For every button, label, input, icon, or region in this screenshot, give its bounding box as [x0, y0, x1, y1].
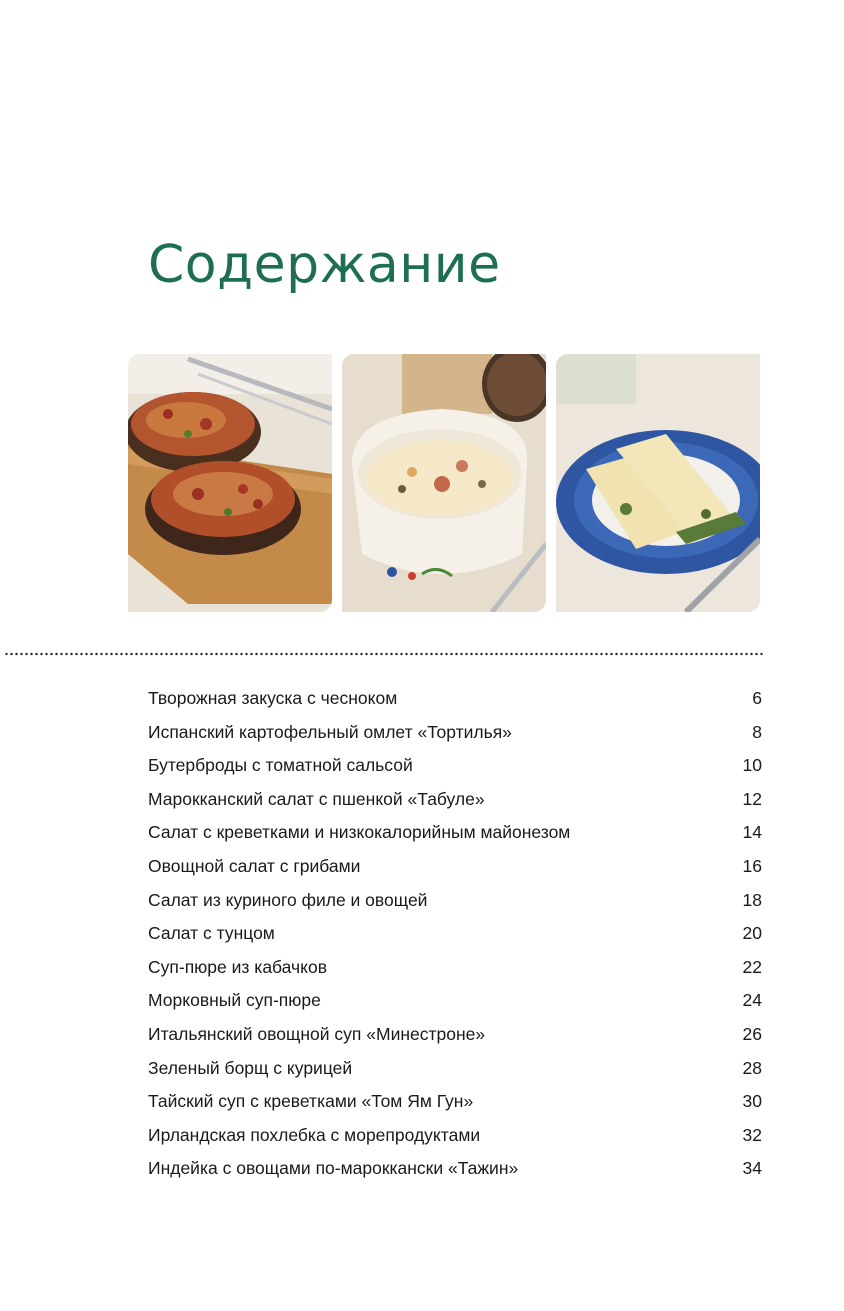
table-of-contents: [148, 682, 762, 1186]
toc-entry-page: 30: [742, 1091, 762, 1112]
toc-entry[interactable]: [148, 682, 762, 716]
toc-entry-title: Итальянский овощной суп «Минестроне»: [148, 1023, 486, 1044]
toc-entry-page: 24: [742, 990, 762, 1011]
toc-entry-page: 34: [742, 1158, 762, 1179]
toc-entry-page: 28: [742, 1057, 762, 1078]
toc-entry[interactable]: [148, 1152, 762, 1186]
toc-entry-title: Творожная закуска с чесноком: [148, 688, 398, 708]
toc-entry-page: 14: [742, 822, 762, 843]
toc-entry-title: Бутерброды с томатной сальсой: [148, 755, 413, 776]
toc-entry[interactable]: [148, 716, 762, 750]
toc-entry-page: 6: [752, 688, 762, 708]
toc-entry-page: 22: [742, 956, 762, 977]
cannelloni-photo: [556, 354, 760, 612]
toc-entry-title: Суп-пюре из кабачков: [148, 956, 328, 977]
page-title: Содержание: [148, 234, 501, 295]
toc-entry-page: 18: [742, 889, 762, 910]
toc-entry[interactable]: [148, 984, 762, 1018]
toc-entry-title: Овощной салат с грибами: [148, 855, 361, 876]
toc-entry-page: 16: [742, 855, 762, 876]
toc-entry-page: 26: [742, 1023, 762, 1044]
soup-pot-photo: [342, 354, 546, 612]
bruschetta-photo: [128, 354, 332, 612]
toc-entry-title: Салат с тунцом: [148, 923, 275, 944]
toc-entry[interactable]: [148, 917, 762, 951]
toc-entry-page: 20: [742, 923, 762, 944]
toc-entry[interactable]: [148, 850, 762, 884]
toc-entry-title: Испанский картофельный омлет «Тортилья»: [148, 721, 512, 742]
dotted-divider: [4, 652, 764, 656]
toc-entry-title: Тайский суп с креветками «Том Ям Гун»: [148, 1091, 474, 1112]
toc-entry-page: 32: [742, 1124, 762, 1145]
toc-entry[interactable]: [148, 884, 762, 918]
toc-entry-title: Ирландская похлебка с морепродуктами: [148, 1124, 481, 1145]
toc-entry-title: Салат с креветками и низкокалорийным майонезом: [148, 822, 571, 843]
toc-entry[interactable]: [148, 816, 762, 850]
toc-entry-page: 8: [752, 721, 762, 742]
toc-entry[interactable]: [148, 1052, 762, 1086]
toc-entry[interactable]: [148, 1085, 762, 1119]
toc-entry-page: 10: [742, 755, 762, 776]
toc-entry-title: Морковный суп-пюре: [148, 990, 321, 1011]
toc-entry-page: 12: [742, 788, 762, 809]
toc-entry-title: Марокканский салат с пшенкой «Табуле»: [148, 788, 485, 809]
toc-entry[interactable]: [148, 1018, 762, 1052]
toc-entry[interactable]: [148, 783, 762, 817]
toc-entry[interactable]: [148, 1119, 762, 1153]
toc-entry-title: Индейка с овощами по-мароккански «Тажин»: [148, 1158, 519, 1179]
toc-entry-title: Зеленый борщ с курицей: [148, 1057, 353, 1078]
toc-entry[interactable]: [148, 749, 762, 783]
toc-entry[interactable]: [148, 951, 762, 985]
toc-entry-title: Салат из куриного филе и овощей: [148, 889, 428, 910]
